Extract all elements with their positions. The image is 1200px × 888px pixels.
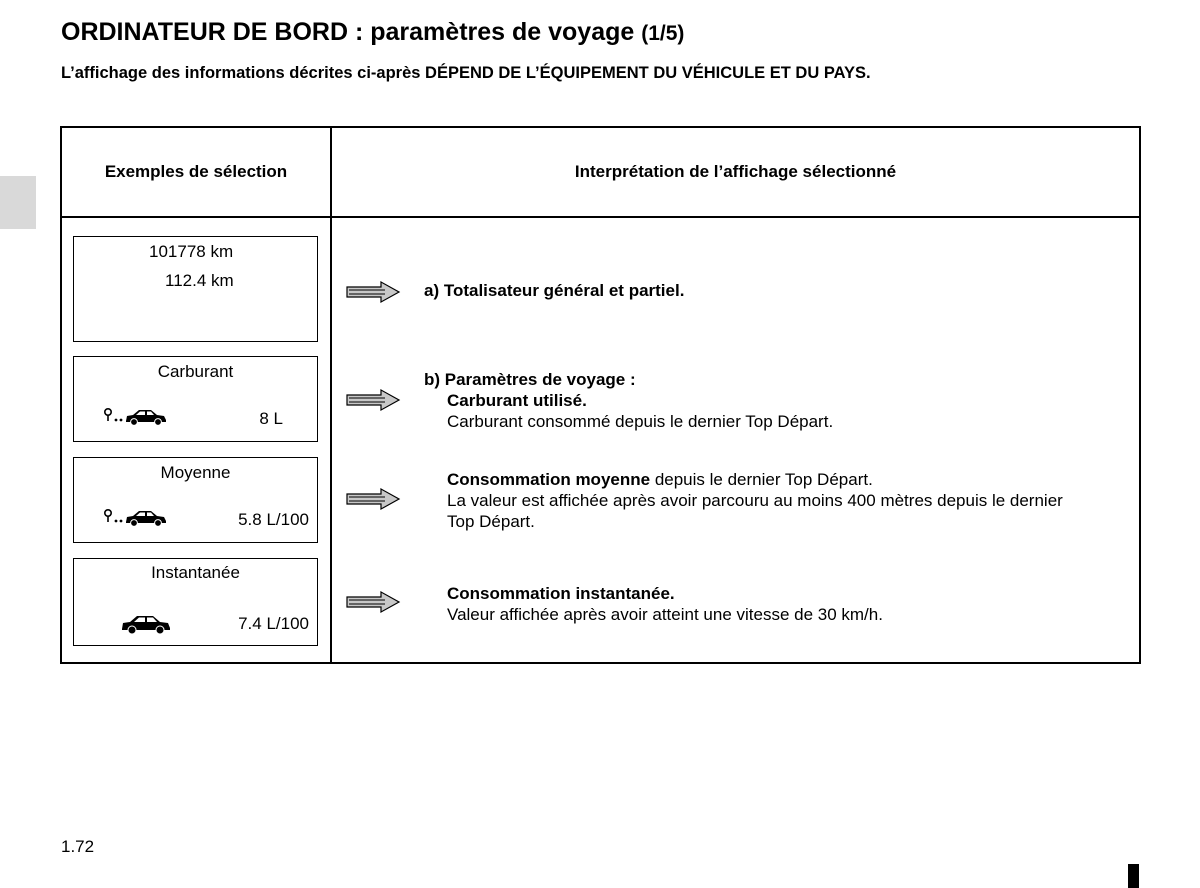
description-line: Top Départ. xyxy=(447,512,535,531)
description-text: depuis le dernier Top Départ. xyxy=(650,470,873,489)
right-arrow-icon xyxy=(345,590,403,614)
description-line: Carburant consommé depuis le dernier Top Départ. xyxy=(447,412,834,431)
example-label: Moyenne xyxy=(160,463,231,482)
example-value: 8 L xyxy=(259,409,283,428)
example-odometer-display xyxy=(73,236,318,342)
trip-distance: 112.4 km xyxy=(165,271,234,290)
example-value: 5.8 L/100 xyxy=(238,510,309,529)
page-indicator: (1/5) xyxy=(641,22,685,45)
example-fuel-used-display xyxy=(73,356,318,442)
description-bold-term: Consommation moyenne xyxy=(447,470,651,489)
description-line: b) Paramètres de voyage : xyxy=(424,370,636,389)
description-odometer xyxy=(424,280,684,301)
description-fuel-used xyxy=(424,369,833,432)
header-divider xyxy=(62,216,1139,218)
page-title xyxy=(61,18,684,47)
description-line: Valeur affichée après avoir atteint une vitesse de 30 km/h. xyxy=(447,605,883,624)
description-instant-consumption xyxy=(424,583,883,625)
right-arrow-icon xyxy=(345,280,403,304)
description-average-consumption xyxy=(424,469,1063,532)
example-instant-consumption-display xyxy=(73,558,318,646)
right-arrow-icon xyxy=(345,487,403,511)
title-text: ORDINATEUR DE BORD : paramètres de voyage xyxy=(61,18,635,46)
car-icon xyxy=(120,613,172,635)
description-line: Carburant utilisé. xyxy=(447,391,587,410)
section-tab-marker xyxy=(0,176,36,229)
description-line: a) Totalisateur général et partiel. xyxy=(424,281,685,300)
trip-fuel-icon xyxy=(102,406,170,426)
trip-parameters-table xyxy=(60,126,1141,664)
example-label: Carburant xyxy=(157,362,234,381)
page-number: 1.72 xyxy=(61,837,95,856)
column-header-examples: Exemples de sélection xyxy=(104,162,288,181)
description-line xyxy=(424,469,1063,490)
example-average-consumption-display xyxy=(73,457,318,543)
description-line: Consommation instantanée. xyxy=(447,584,675,603)
example-label: Instantanée xyxy=(151,563,240,582)
description-line: La valeur est affichée après avoir parcouru au moins 400 mètres depuis le dernier xyxy=(447,491,1063,510)
example-value: 7.4 L/100 xyxy=(238,614,309,633)
total-distance: 101778 km xyxy=(149,242,234,261)
right-arrow-icon xyxy=(345,388,403,412)
trip-fuel-icon xyxy=(102,507,170,527)
column-header-interpretation: Interprétation de l’affichage sélectionné xyxy=(574,162,897,181)
page-corner-marker xyxy=(1128,864,1139,888)
page-subtitle: L’affichage des informations décrites ci-après DÉPEND DE L’ÉQUIPEMENT DU VÉHICULE ET DU PAYS. xyxy=(61,64,871,82)
